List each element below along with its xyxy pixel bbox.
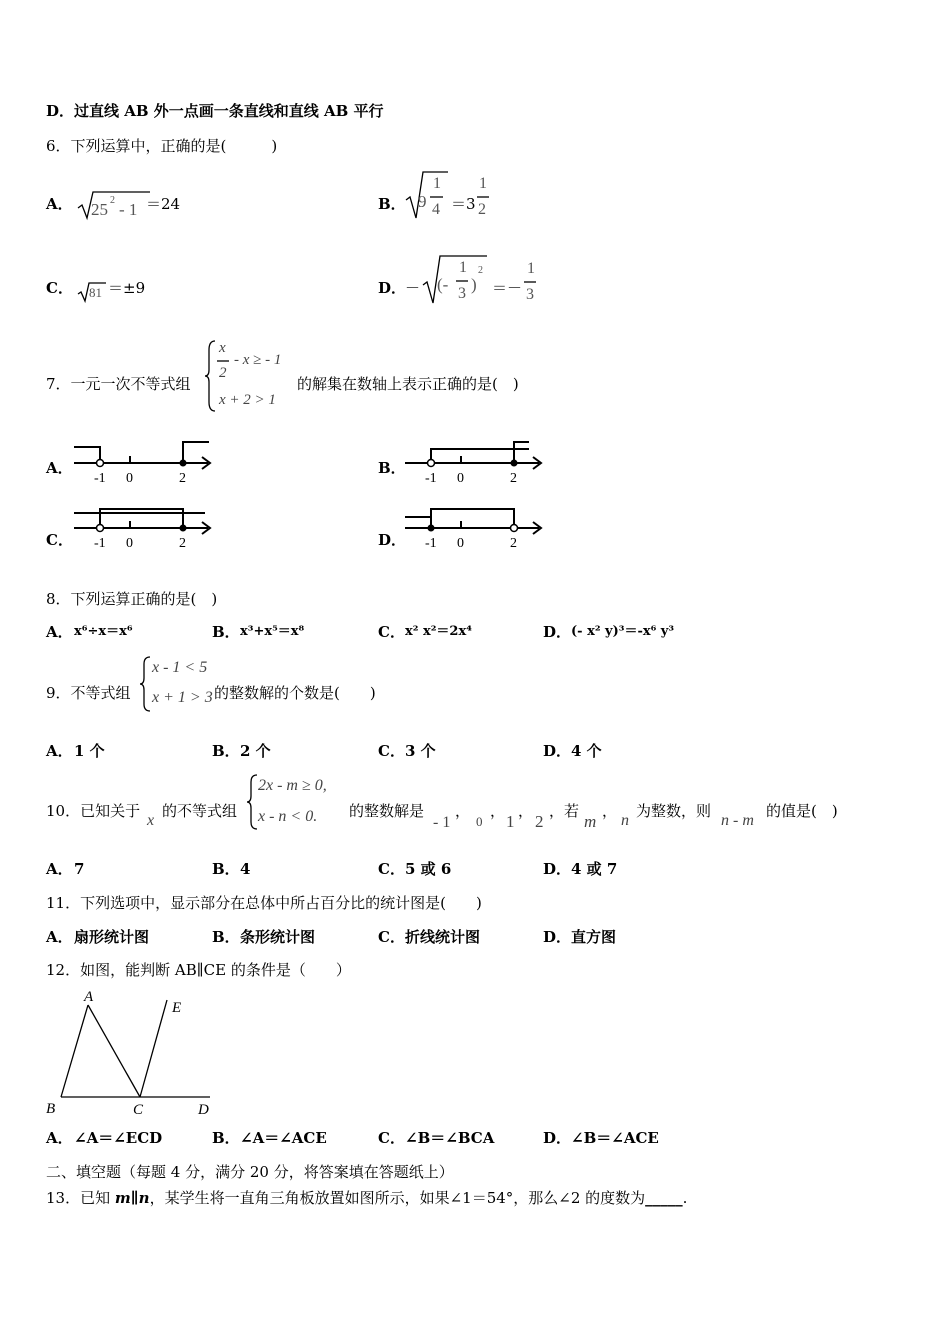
q6-b-sqrt — [404, 170, 452, 222]
q7-row1-den: 2 — [219, 365, 227, 381]
q11-option-a-label: A． — [46, 928, 73, 946]
q10-var-n: n — [621, 812, 629, 829]
q9-option-a-label: A． — [46, 742, 73, 760]
q8-option-a-text: x⁶÷x＝x⁶ — [74, 624, 133, 639]
q6-d-rnum: 1 — [527, 260, 535, 277]
q6-b-whole: 9 — [418, 192, 427, 211]
q6-b-label: B． — [378, 195, 406, 213]
q10-comma-1: ， — [455, 802, 471, 820]
q13-stem-a: 13．已知 — [46, 1189, 115, 1207]
q12-option-b-label: B． — [212, 1129, 240, 1147]
q6-a-label: A． — [46, 195, 73, 213]
tick-label: 0 — [126, 471, 133, 486]
q10-option-b-label: B． — [212, 860, 240, 878]
tick-label: 2 — [179, 471, 186, 486]
q7-numberline-a — [70, 442, 220, 487]
q12-option-c-label: C． — [378, 1129, 405, 1147]
q10-row1: 2x - m ≥ 0, — [258, 777, 327, 794]
q10-var-x: x — [147, 812, 155, 829]
q6-d-label: D． — [378, 279, 407, 297]
q6-b-den: 4 — [432, 201, 440, 218]
q9-option-c-label: C． — [378, 742, 405, 760]
tick-label: -1 — [425, 536, 437, 551]
q9-option-d-text: 4 个 — [571, 742, 602, 760]
q10-option-c-text: 5 或 6 — [405, 860, 452, 878]
q7-label-d: D． — [378, 531, 407, 549]
q6-d-eq: ＝－ — [492, 279, 523, 297]
q13-line — [46, 1191, 687, 1206]
q5-option-d: D．过直线 AB 外一点画一条直线和直线 AB 平行 — [46, 102, 384, 120]
q6-b-rnum: 1 — [479, 175, 487, 192]
tick-label: -1 — [94, 536, 106, 551]
tick-label: -1 — [425, 471, 437, 486]
q12-option-c-text: ∠B＝∠BCA — [405, 1129, 495, 1147]
q10-val-4: 2 — [535, 812, 544, 831]
q6-b-num: 1 — [433, 175, 441, 192]
q8-option-a-label: A． — [46, 623, 73, 641]
q11-option-d-label: D． — [543, 928, 572, 946]
q12-option-b-text: ∠A＝∠ACE — [240, 1129, 327, 1147]
q7-label-a: A． — [46, 459, 73, 477]
tick-label: -1 — [94, 471, 106, 486]
tick-label: 0 — [457, 536, 464, 551]
q10-option-b-text: 4 — [240, 860, 251, 878]
tick-label: 2 — [510, 536, 517, 551]
tick-label: 2 — [179, 536, 186, 551]
q6-d-close: ) — [471, 275, 477, 294]
tick-label: 2 — [510, 471, 517, 486]
q10-option-a-text: 7 — [74, 860, 85, 878]
q8-option-c-label: C． — [378, 623, 405, 641]
q9-option-d-label: D． — [543, 742, 572, 760]
q9-option-c-text: 3 个 — [405, 742, 436, 760]
q6-b-rden: 2 — [478, 201, 486, 218]
q7-row2: x + 2 > 1 — [219, 392, 276, 408]
q10-comma-2: ， — [490, 802, 506, 820]
q10-stem-a: 10．已知关于 — [46, 802, 141, 820]
q10-stem-e: 为整数，则 — [636, 802, 712, 820]
section-2-title: 二、填空题（每题 4 分，满分 20 分，将答案填在答题纸上） — [46, 1163, 454, 1181]
q7-numberline-c — [70, 507, 220, 552]
q10-stem-f: 的值是( ) — [766, 802, 838, 820]
q12-option-d-label: D． — [543, 1129, 572, 1147]
q6-a-exp: 2 — [110, 195, 115, 206]
q7-row1-rest: - x ≥ - 1 — [234, 352, 282, 368]
q11-option-d-text: 直方图 — [571, 928, 617, 946]
q7-row1-num: x — [219, 340, 226, 356]
q10-val-2: 0 — [476, 814, 483, 829]
q9-option-a-text: 1 个 — [74, 742, 105, 760]
tick-label: 0 — [457, 471, 464, 486]
q6-a-minus: - 1 — [119, 200, 138, 219]
q6-a-result: ＝24 — [146, 195, 181, 213]
q9-brace — [140, 656, 152, 712]
point-d-label: D — [198, 1102, 209, 1118]
q10-option-d-label: D． — [543, 860, 572, 878]
q6-c-result: ＝±9 — [108, 279, 146, 297]
q10-option-d-text: 4 或 7 — [571, 860, 618, 878]
point-a-label: A — [84, 989, 94, 1005]
q7-label-c: C． — [46, 531, 73, 549]
q12-figure — [40, 985, 220, 1120]
q7-row1-bar — [217, 360, 231, 362]
q13-stem-b: ，某学生将一直角三角板放置如图所示，如果∠1＝54°，那么∠2 的度数为 — [149, 1189, 646, 1207]
q8-option-b-text: x³+x⁵＝x⁸ — [240, 624, 305, 639]
q7-brace — [205, 340, 217, 412]
q6-d-fracbar — [456, 280, 470, 282]
q7-stem-a: 7．一元一次不等式组 — [46, 375, 191, 393]
q6-d-exp: 2 — [478, 265, 483, 276]
q10-val-3: 1 — [506, 812, 515, 831]
q12-option-a-text: ∠A＝∠ECD — [74, 1129, 163, 1147]
q8-option-c-text: x² x²＝2x⁴ — [405, 624, 472, 639]
q7-label-b: B． — [378, 459, 406, 477]
point-b-label: B — [46, 1101, 56, 1117]
q9-option-b-label: B． — [212, 742, 240, 760]
q6-d-den: 3 — [458, 285, 466, 302]
q11-option-a-text: 扇形统计图 — [74, 928, 150, 946]
q6-b-eq: ＝3 — [451, 195, 476, 213]
q9-stem-b: 的整数解的个数是( ) — [214, 684, 376, 702]
q6-c-label: C． — [46, 279, 73, 297]
q13-blank[interactable]: _____ — [645, 1189, 683, 1207]
q10-row2: x - n < 0. — [258, 808, 318, 825]
q10-var-m: m — [584, 812, 597, 831]
q12-option-a-label: A． — [46, 1129, 73, 1147]
q6-stem: 6．下列运算中，正确的是( ) — [46, 137, 278, 155]
q10-option-c-label: C． — [378, 860, 405, 878]
point-e-label: E — [172, 1000, 182, 1016]
q13-stem-end: . — [682, 1189, 688, 1207]
q6-c-radicand: 81 — [89, 285, 102, 300]
q8-option-b-label: B． — [212, 623, 240, 641]
q6-d-rden: 3 — [526, 286, 534, 303]
q10-expr: n - m — [721, 812, 754, 829]
q10-stem-b: 的不等式组 — [162, 802, 238, 820]
q7-numberline-d — [401, 507, 551, 552]
q6-d-rfracbar — [524, 281, 538, 283]
q10-comma-3: ， — [518, 802, 534, 820]
q10-option-a-label: A． — [46, 860, 73, 878]
q8-stem: 8．下列运算正确的是( ) — [46, 590, 218, 608]
q11-option-c-text: 折线统计图 — [405, 928, 481, 946]
q7-stem-b: 的解集在数轴上表示正确的是( ) — [297, 375, 519, 393]
q13-var: m∥n — [114, 1189, 150, 1207]
q6-b-fracbar — [430, 196, 444, 198]
q10-stem-d: ，若 — [549, 802, 580, 820]
q9-stem-a: 9．不等式组 — [46, 684, 131, 702]
q9-row2: x + 1 > 3 — [152, 689, 213, 706]
q6-a-sqrt — [76, 188, 156, 220]
q6-d-open: (- — [437, 275, 449, 294]
q12-option-d-text: ∠B＝∠ACE — [571, 1129, 659, 1147]
q8-option-d-text: (- x² y)³＝-x⁶ y³ — [571, 624, 675, 639]
q10-stem-c: 的整数解是 — [349, 802, 425, 820]
q11-option-b-label: B． — [212, 928, 240, 946]
q7-numberline-b — [401, 442, 551, 487]
q9-option-b-text: 2 个 — [240, 742, 271, 760]
tick-label: 0 — [126, 536, 133, 551]
q6-d-num: 1 — [459, 259, 467, 276]
q10-val-1: - 1 — [433, 814, 451, 831]
q8-option-d-label: D． — [543, 623, 572, 641]
point-c-label: C — [133, 1102, 144, 1118]
q11-option-c-label: C． — [378, 928, 405, 946]
q6-a-base: 25 — [91, 200, 108, 219]
q11-option-b-text: 条形统计图 — [240, 928, 316, 946]
q6-d-neg: － — [405, 279, 421, 297]
q10-comma-4: ， — [602, 802, 618, 820]
q12-stem: 12．如图，能判断 AB∥CE 的条件是（ ） — [46, 961, 351, 979]
q6-b-rfracbar — [477, 196, 491, 198]
q9-row1: x - 1 < 5 — [152, 659, 208, 676]
q11-stem: 11．下列选项中，显示部分在总体中所占百分比的统计图是( ) — [46, 894, 482, 912]
